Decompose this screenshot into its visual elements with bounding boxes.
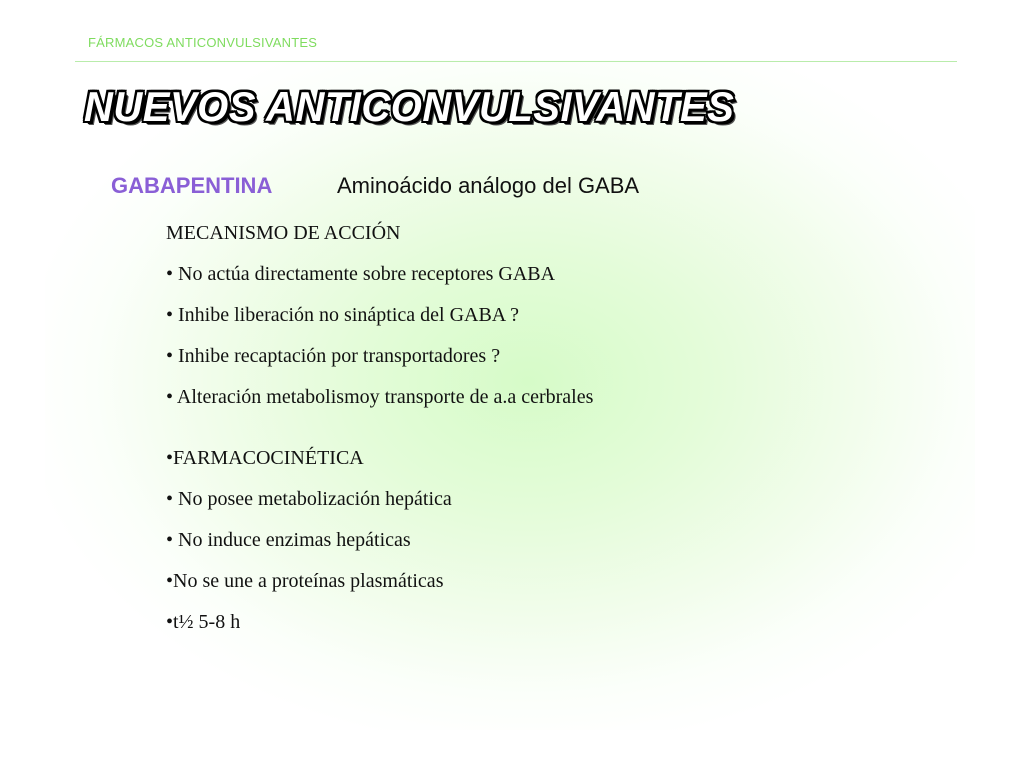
mechanism-item: • Inhibe recaptación por transportadores ? bbox=[166, 345, 501, 367]
slide-title: NUEVOS ANTICONVULSIVANTES bbox=[84, 84, 735, 131]
slide-header: FÁRMACOS ANTICONVULSIVANTES bbox=[88, 35, 318, 50]
pharmacokinetics-item: •t½ 5-8 h bbox=[166, 611, 241, 633]
mechanism-item: • Inhibe liberación no sináptica del GABA ? bbox=[166, 304, 520, 326]
header-divider bbox=[75, 61, 957, 62]
mechanism-heading: MECANISMO DE ACCIÓN bbox=[166, 222, 401, 244]
pharmacokinetics-item: • No posee metabolización hepática bbox=[166, 488, 452, 510]
pharmacokinetics-item: •No se une a proteínas plasmáticas bbox=[166, 570, 444, 592]
mechanism-item: • No actúa directamente sobre receptores GABA bbox=[166, 263, 556, 285]
pharmacokinetics-heading: •FARMACOCINÉTICA bbox=[166, 447, 364, 469]
mechanism-item: • Alteración metabolismoy transporte de a.a cerbrales bbox=[166, 386, 594, 408]
pharmacokinetics-item: • No induce enzimas hepáticas bbox=[166, 529, 411, 551]
drug-name: GABAPENTINA bbox=[111, 173, 273, 198]
drug-description: Aminoácido análogo del GABA bbox=[337, 173, 640, 198]
